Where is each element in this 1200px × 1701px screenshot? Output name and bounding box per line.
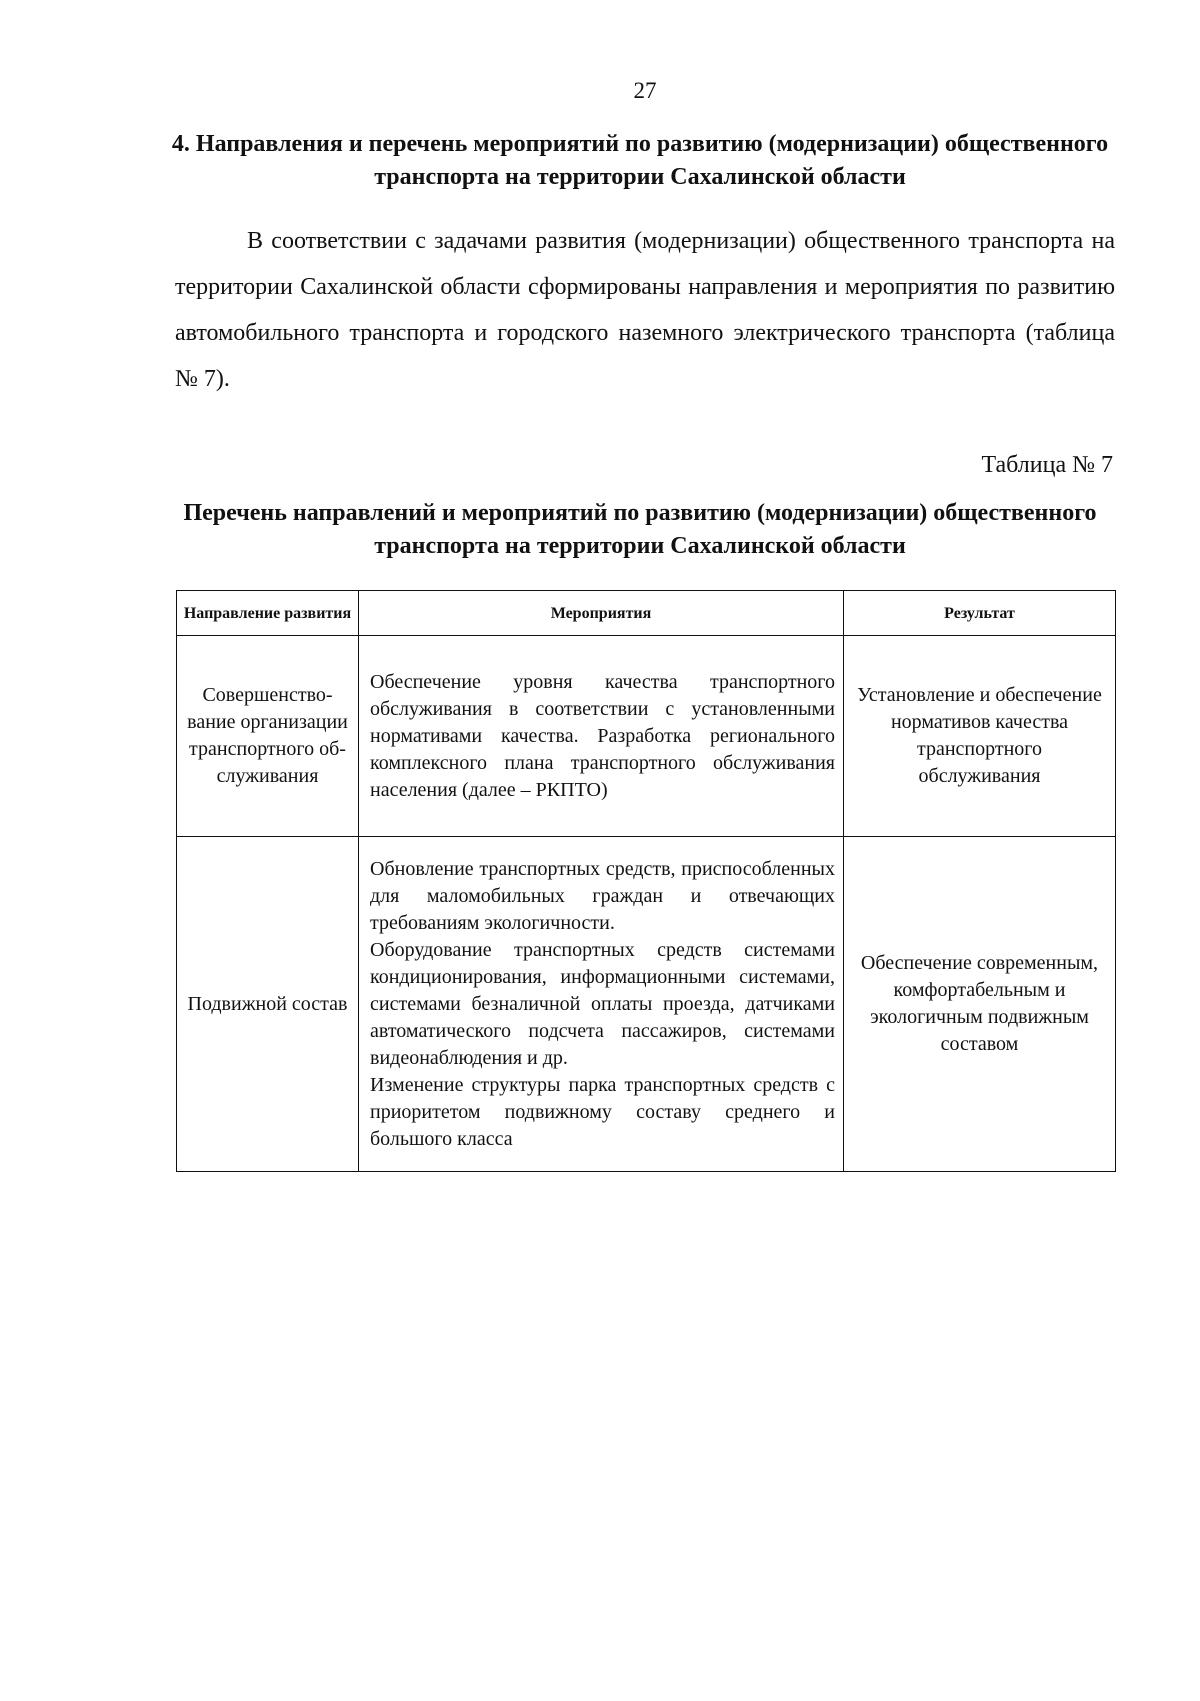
intro-paragraph: В соответствии с задачами развития (модернизации) общественного транспорта на территории Сахалинской области сформированы направления и мероприятия по развитию автомобильного транспорта и городского наземного электрического транспорта (таблица № 7). xyxy=(175,228,1115,392)
measure-item: Обеспечение уровня качества транспортного обслуживания в соответствии с установленными нормативами качества. Разработка регионального комплексного плана транспортного обслуживания населения (далее – РКПТО) xyxy=(370,670,835,801)
table-title: Перечень направлений и мероприятий по развитию (модернизации) общественного транспорта на территории Сахалинской области xyxy=(183,500,1097,559)
section-heading: 4. Направления и перечень мероприятий по развитию (модернизации) общественного транспорта на территории Сахалинской области xyxy=(171,131,1109,190)
header-direction: Направление развития xyxy=(177,591,359,636)
direction-cell: Совершенствование организации транспортного обслуживания xyxy=(177,636,359,837)
measure-item: Обновление транспортных средств, приспособленных для маломобильных граждан и отвечающих требованиям экологичности. xyxy=(370,857,835,934)
table-row xyxy=(177,837,1116,1172)
measures-cell xyxy=(359,837,844,1172)
table-header-row xyxy=(177,591,1116,636)
table-row xyxy=(177,636,1116,837)
measures-table xyxy=(176,590,1116,1172)
result-cell: Установление и обеспечение нормативов качества транспортного обслуживания xyxy=(844,636,1116,837)
result-cell: Обеспечение современным, комфортабельным и экологичным подвижным составом xyxy=(844,837,1116,1172)
direction-cell: Подвижной состав xyxy=(177,837,359,1172)
header-measures: Мероприятия xyxy=(359,591,844,636)
page-number: 27 xyxy=(633,78,657,103)
measure-item: Оборудование транспортных средств системами кондиционирования, информационными системами, системами безналичной оплаты проезда, датчиками автоматического подсчета пассажиров, системами видеонаблюдения и др. xyxy=(370,938,835,1069)
measure-item: Изменение структуры парка транспортных средств с приоритетом подвижному составу среднего и большого класса xyxy=(370,1073,835,1150)
table-label: Таблица № 7 xyxy=(981,452,1113,478)
measures-cell xyxy=(359,636,844,837)
header-result: Результат xyxy=(844,591,1116,636)
